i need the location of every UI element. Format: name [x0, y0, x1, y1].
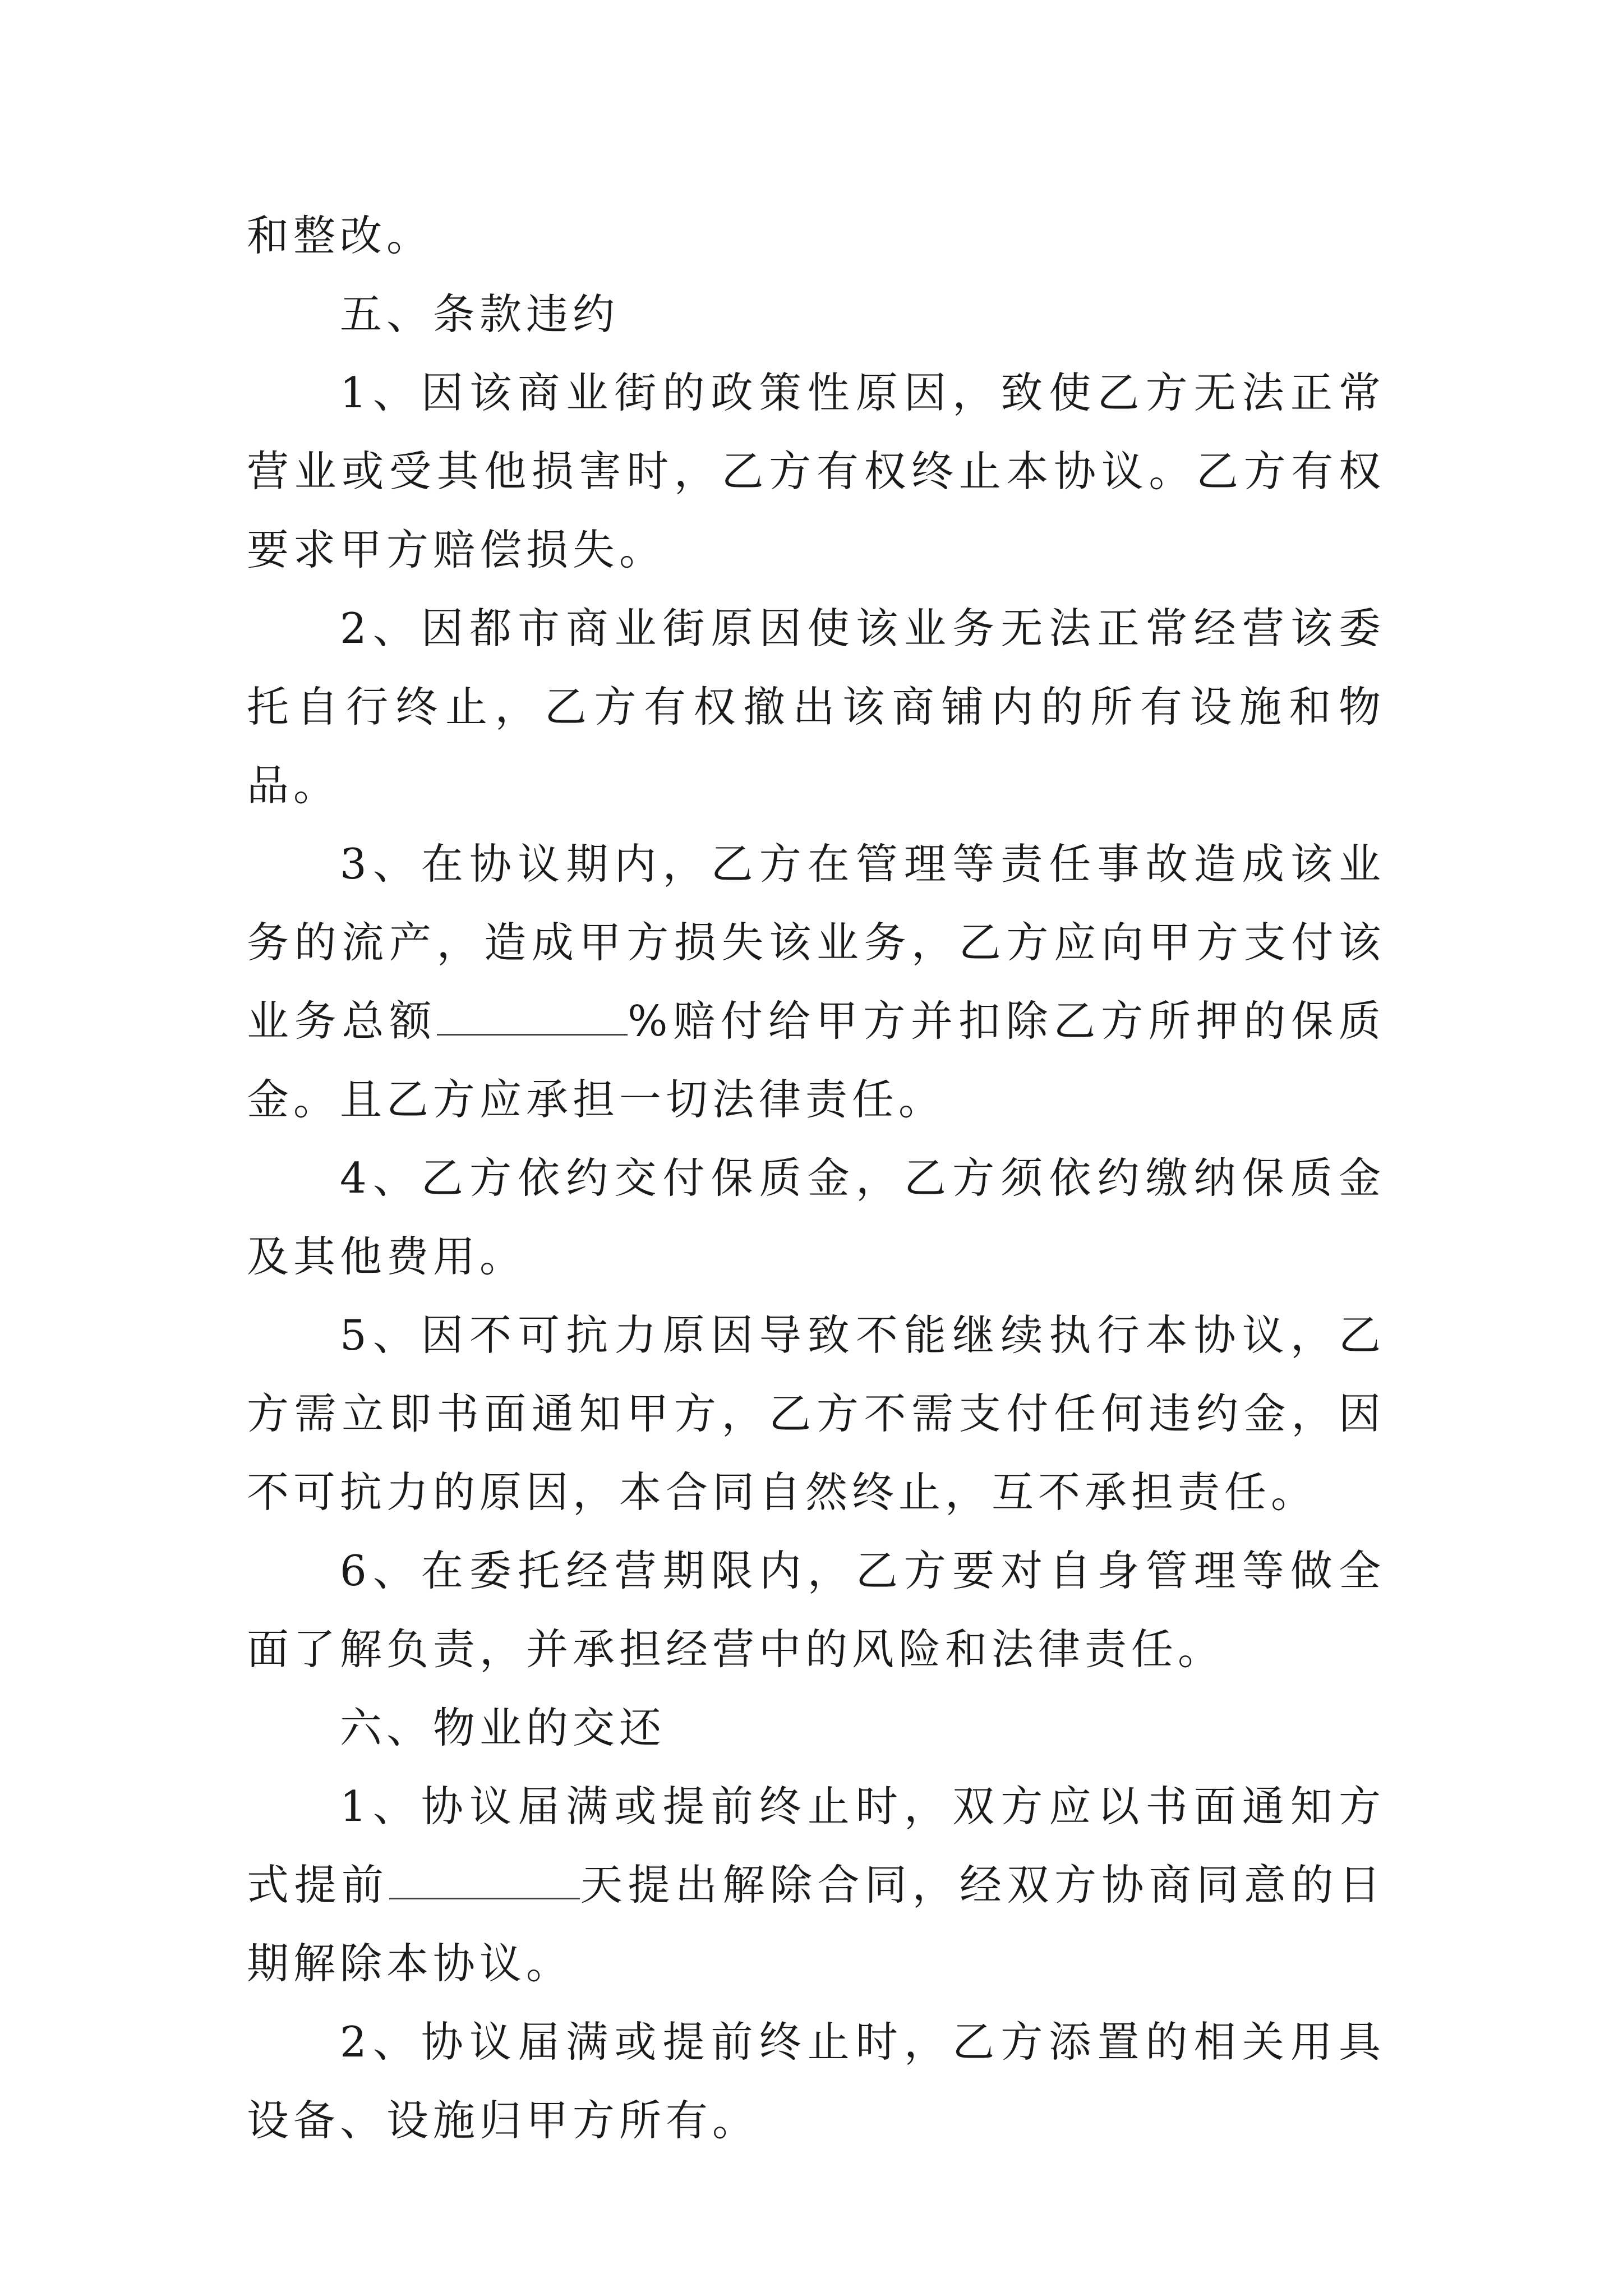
clause-text: 2、因都市商业街原因使该业务无法正常经营该委托自行终止，乙方有权撤出该商铺内的所有设施和物品。 [247, 604, 1385, 810]
clause-breach-6 [247, 1531, 1385, 1688]
section-heading-breach [247, 275, 1385, 353]
clause-breach-1 [247, 353, 1385, 589]
clause-text: 1、协议届满或提前终止时，双方应以书面通知方式提前 [247, 1782, 1385, 1910]
clause-text: 1、因该商业街的政策性原因，致使乙方无法正常营业或受其他损害时，乙方有权终止本协议。乙方有权要求甲方赔偿损失。 [247, 368, 1385, 574]
paragraph-continuation [247, 196, 1385, 275]
section-heading-text: 五、条款违约 [340, 289, 620, 339]
clause-text: 6、在委托经营期限内，乙方要对自身管理等做全面了解负责，并承担经营中的风险和法律责任。 [247, 1546, 1385, 1674]
clause-breach-2 [247, 589, 1385, 825]
clause-breach-3 [247, 825, 1385, 1139]
clause-breach-4 [247, 1139, 1385, 1296]
clause-text: 4、乙方依约交付保质金，乙方须依约缴纳保质金及其他费用。 [247, 1153, 1385, 1281]
section-heading-return [247, 1688, 1385, 1767]
clause-text: 2、协议届满或提前终止时，乙方添置的相关用具设备、设施归甲方所有。 [247, 2017, 1385, 2145]
section-heading-text: 六、物业的交还 [340, 1703, 666, 1752]
paragraph-text: 和整改。 [247, 211, 434, 260]
clause-return-2 [247, 2003, 1385, 2160]
clause-text: %赔付给甲方并扣除乙方所押的保质金。且乙方应承担一切法律责任。 [247, 996, 1385, 1124]
document-body [247, 196, 1385, 2160]
blank-fill-line-days [389, 1860, 580, 1899]
clause-return-1 [247, 1767, 1385, 2003]
clause-text: 3、在协议期内，乙方在管理等责任事故造成该业务的流产，造成甲方损失该业务，乙方应向甲方支付该业务总额 [247, 839, 1385, 1046]
clause-text: 天提出解除合同，经双方协商同意的日期解除本协议。 [247, 1860, 1385, 1988]
clause-breach-5 [247, 1296, 1385, 1531]
clause-text: 5、因不可抗力原因导致不能继续执行本协议，乙方需立即书面通知甲方，乙方不需支付任何违约金，因不可抗力的原因，本合同自然终止，互不承担责任。 [247, 1310, 1385, 1517]
blank-fill-line-percentage [437, 996, 628, 1036]
